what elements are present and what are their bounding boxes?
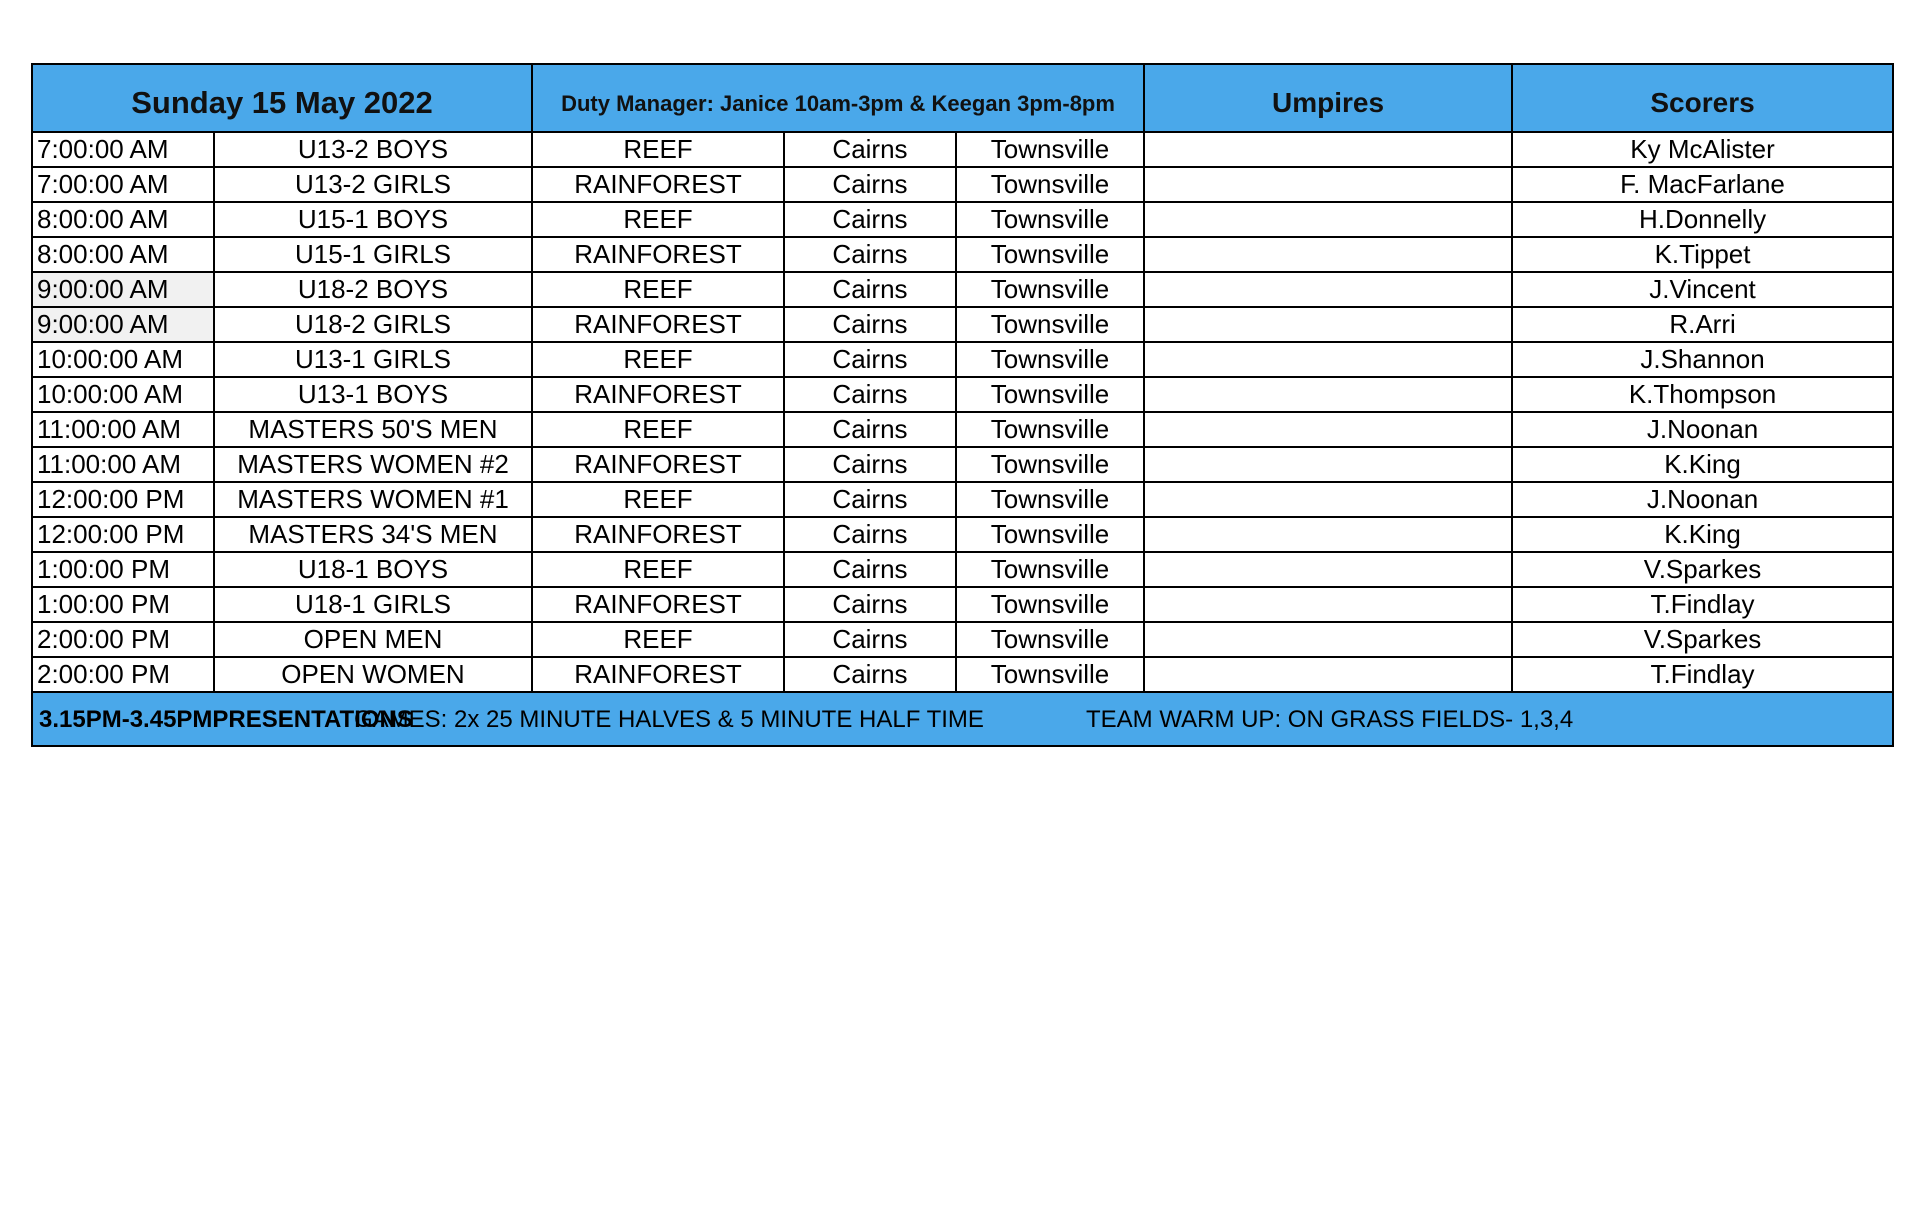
umpires-cell	[1144, 307, 1512, 342]
field-cell: REEF	[532, 342, 784, 377]
team1-cell: Cairns	[784, 307, 956, 342]
umpires-cell	[1144, 517, 1512, 552]
scorer-cell: K.Thompson	[1512, 377, 1893, 412]
umpires-cell	[1144, 622, 1512, 657]
team2-cell: Townsville	[956, 412, 1144, 447]
umpires-cell	[1144, 447, 1512, 482]
scorer-cell: F. MacFarlane	[1512, 167, 1893, 202]
team2-cell: Townsville	[956, 657, 1144, 692]
team2-cell: Townsville	[956, 132, 1144, 167]
umpires-cell	[1144, 237, 1512, 272]
schedule-table	[31, 63, 1894, 747]
umpires-heading: Umpires	[1144, 64, 1512, 132]
division-cell: MASTERS WOMEN #1	[214, 482, 532, 517]
team1-cell: Cairns	[784, 167, 956, 202]
umpires-cell	[1144, 587, 1512, 622]
table-row	[32, 517, 1893, 552]
scorer-cell: J.Vincent	[1512, 272, 1893, 307]
table-row	[32, 272, 1893, 307]
umpires-cell	[1144, 342, 1512, 377]
warmup-note: TEAM WARM UP: ON GRASS FIELDS- 1,3,4	[1086, 706, 1574, 733]
scorer-cell: K.King	[1512, 517, 1893, 552]
scorer-cell: J.Noonan	[1512, 482, 1893, 517]
scorer-cell: R.Arri	[1512, 307, 1893, 342]
time-cell: 7:00:00 AM	[32, 167, 214, 202]
division-cell: U15-1 GIRLS	[214, 237, 532, 272]
field-cell: REEF	[532, 272, 784, 307]
field-cell: RAINFOREST	[532, 237, 784, 272]
division-cell: U13-2 BOYS	[214, 132, 532, 167]
table-row	[32, 587, 1893, 622]
table-row	[32, 412, 1893, 447]
date-heading: Sunday 15 May 2022	[32, 64, 532, 132]
presentations-note: 3.15PM-3.45PMPRESENTATIONS	[39, 706, 413, 733]
table-row	[32, 237, 1893, 272]
scorer-cell: Ky McAlister	[1512, 132, 1893, 167]
table-row	[32, 202, 1893, 237]
scorer-cell: K.King	[1512, 447, 1893, 482]
table-row	[32, 622, 1893, 657]
scorer-cell: H.Donnelly	[1512, 202, 1893, 237]
footer-cell	[32, 692, 1893, 746]
team1-cell: Cairns	[784, 447, 956, 482]
scorer-cell: J.Noonan	[1512, 412, 1893, 447]
division-cell: U18-1 GIRLS	[214, 587, 532, 622]
time-cell: 2:00:00 PM	[32, 657, 214, 692]
field-cell: RAINFOREST	[532, 657, 784, 692]
field-cell: RAINFOREST	[532, 587, 784, 622]
table-row	[32, 132, 1893, 167]
umpires-cell	[1144, 657, 1512, 692]
duty-manager-heading: Duty Manager: Janice 10am-3pm & Keegan 3pm-8pm	[532, 64, 1144, 132]
team1-cell: Cairns	[784, 622, 956, 657]
team1-cell: Cairns	[784, 517, 956, 552]
team1-cell: Cairns	[784, 132, 956, 167]
field-cell: RAINFOREST	[532, 377, 784, 412]
division-cell: U18-2 GIRLS	[214, 307, 532, 342]
team1-cell: Cairns	[784, 657, 956, 692]
time-cell: 9:00:00 AM	[32, 272, 214, 307]
team2-cell: Townsville	[956, 237, 1144, 272]
division-cell: U15-1 BOYS	[214, 202, 532, 237]
team2-cell: Townsville	[956, 307, 1144, 342]
table-row	[32, 167, 1893, 202]
scorer-cell: J.Shannon	[1512, 342, 1893, 377]
time-cell: 8:00:00 AM	[32, 237, 214, 272]
division-cell: OPEN WOMEN	[214, 657, 532, 692]
scorer-cell: V.Sparkes	[1512, 622, 1893, 657]
time-cell: 7:00:00 AM	[32, 132, 214, 167]
team1-cell: Cairns	[784, 342, 956, 377]
division-cell: OPEN MEN	[214, 622, 532, 657]
team2-cell: Townsville	[956, 342, 1144, 377]
umpires-cell	[1144, 482, 1512, 517]
field-cell: REEF	[532, 202, 784, 237]
team2-cell: Townsville	[956, 622, 1144, 657]
field-cell: REEF	[532, 552, 784, 587]
umpires-cell	[1144, 412, 1512, 447]
division-cell: U13-1 BOYS	[214, 377, 532, 412]
field-cell: RAINFOREST	[532, 447, 784, 482]
team1-cell: Cairns	[784, 482, 956, 517]
umpires-cell	[1144, 202, 1512, 237]
team1-cell: Cairns	[784, 237, 956, 272]
time-cell: 2:00:00 PM	[32, 622, 214, 657]
schedule-rows	[32, 132, 1893, 692]
table-row	[32, 482, 1893, 517]
field-cell: RAINFOREST	[532, 517, 784, 552]
team2-cell: Townsville	[956, 552, 1144, 587]
team2-cell: Townsville	[956, 447, 1144, 482]
time-cell: 1:00:00 PM	[32, 552, 214, 587]
games-note: GAMES: 2x 25 MINUTE HALVES & 5 MINUTE HALF TIME	[354, 706, 984, 733]
team2-cell: Townsville	[956, 272, 1144, 307]
division-cell: U18-2 BOYS	[214, 272, 532, 307]
team2-cell: Townsville	[956, 517, 1144, 552]
umpires-cell	[1144, 377, 1512, 412]
time-cell: 1:00:00 PM	[32, 587, 214, 622]
field-cell: REEF	[532, 132, 784, 167]
scorer-cell: K.Tippet	[1512, 237, 1893, 272]
time-cell: 11:00:00 AM	[32, 412, 214, 447]
footer-row	[32, 692, 1893, 746]
division-cell: U13-2 GIRLS	[214, 167, 532, 202]
table-row	[32, 377, 1893, 412]
division-cell: U13-1 GIRLS	[214, 342, 532, 377]
field-cell: REEF	[532, 622, 784, 657]
scorer-cell: T.Findlay	[1512, 657, 1893, 692]
field-cell: RAINFOREST	[532, 167, 784, 202]
division-cell: MASTERS WOMEN #2	[214, 447, 532, 482]
team2-cell: Townsville	[956, 587, 1144, 622]
time-cell: 11:00:00 AM	[32, 447, 214, 482]
team1-cell: Cairns	[784, 587, 956, 622]
table-row	[32, 657, 1893, 692]
table-row	[32, 552, 1893, 587]
time-cell: 12:00:00 PM	[32, 517, 214, 552]
division-cell: MASTERS 50'S MEN	[214, 412, 532, 447]
time-cell: 10:00:00 AM	[32, 377, 214, 412]
time-cell: 8:00:00 AM	[32, 202, 214, 237]
team2-cell: Townsville	[956, 167, 1144, 202]
division-cell: MASTERS 34'S MEN	[214, 517, 532, 552]
team2-cell: Townsville	[956, 202, 1144, 237]
team1-cell: Cairns	[784, 272, 956, 307]
umpires-cell	[1144, 167, 1512, 202]
time-cell: 10:00:00 AM	[32, 342, 214, 377]
header-row	[32, 64, 1893, 132]
team2-cell: Townsville	[956, 377, 1144, 412]
table-row	[32, 447, 1893, 482]
umpires-cell	[1144, 132, 1512, 167]
team1-cell: Cairns	[784, 552, 956, 587]
team1-cell: Cairns	[784, 412, 956, 447]
umpires-cell	[1144, 552, 1512, 587]
scorer-cell: T.Findlay	[1512, 587, 1893, 622]
field-cell: RAINFOREST	[532, 307, 784, 342]
division-cell: U18-1 BOYS	[214, 552, 532, 587]
team2-cell: Townsville	[956, 482, 1144, 517]
scorers-heading: Scorers	[1512, 64, 1893, 132]
schedule-sheet	[31, 63, 1892, 747]
time-cell: 12:00:00 PM	[32, 482, 214, 517]
field-cell: REEF	[532, 412, 784, 447]
time-cell: 9:00:00 AM	[32, 307, 214, 342]
table-row	[32, 307, 1893, 342]
field-cell: REEF	[532, 482, 784, 517]
scorer-cell: V.Sparkes	[1512, 552, 1893, 587]
team1-cell: Cairns	[784, 377, 956, 412]
umpires-cell	[1144, 272, 1512, 307]
table-row	[32, 342, 1893, 377]
team1-cell: Cairns	[784, 202, 956, 237]
